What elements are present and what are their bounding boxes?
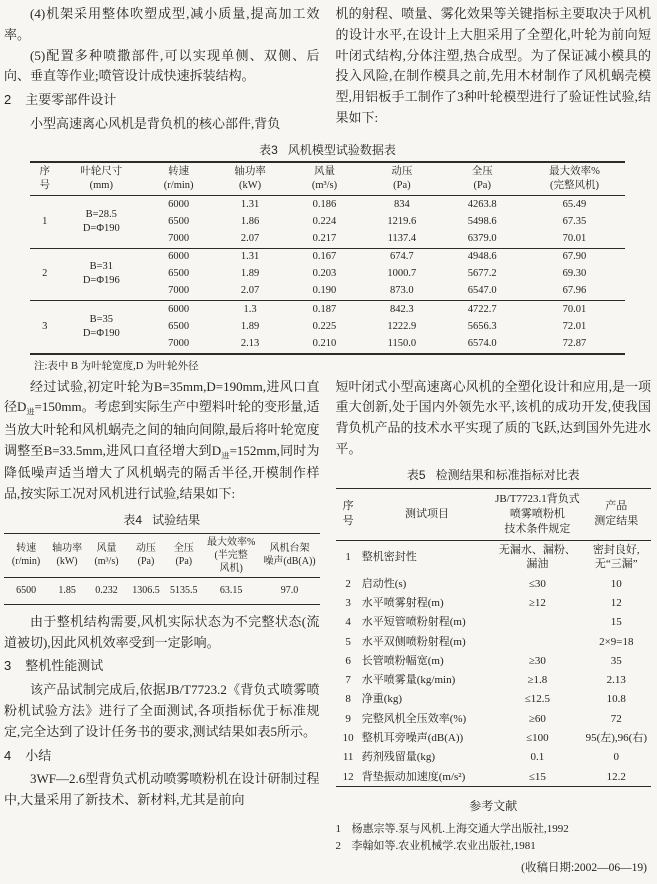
section-number: 3 [4,658,12,674]
table-row [336,540,652,574]
paragraph-continuation: 机的射程、喷量、雾化效果等关键指标主要取决于风机的设计水平,在设计上大胆采用了全塑化,叶轮为前向短叶闭式结构,分体注塑,热合成型。为了保证减小模具的投入风险,在制作模具之前,先用木材制作了风机蜗壳模型,用铝板手工制作了3种叶轮模型进行了验证性试验,结果如下: [335,6,651,125]
reference-text: 杨惠宗等.泵与风机.上海交通大学出版社,1992 [351,822,569,835]
section-title: 主要零部件设计 [25,92,117,108]
data-cell: 1137.4 [387,232,417,244]
data-cell: 5 [345,635,351,648]
data-cell: 1219.6 [387,215,417,227]
data-cell: 63.15 [219,584,243,596]
paragraph-incomplete-state: 由于整机结构需要,风机实际状态为不完整状态(流道被切),因此风机效率受到一定影响。 [4,613,320,650]
data-cell: 6000 [143,248,214,266]
data-cell: 6000 [143,301,214,319]
header-cell: 序 号 [30,162,60,196]
data-cell: 67.96 [562,285,587,297]
data-cell: 2.07 [240,285,260,297]
data-cell: 9 [345,712,351,725]
reference-text: 李翰如等.农业机械学.农业出版社,1981 [351,839,536,852]
data-cell: 6500 [168,320,190,332]
data-cell: 5135.5 [170,584,198,596]
reference-number: 1 [335,822,341,835]
group-no-cell: 1 [42,215,48,227]
header-cell: 全压 (Pa) [165,533,203,577]
data-cell: 10.8 [606,693,626,706]
data-cell: 6500 [168,268,190,280]
data-cell: ≥12 [528,596,546,609]
data-cell: ≤100 [526,732,549,745]
table5-label: 表5 [406,467,426,482]
data-cell: 2.07 [240,232,260,244]
text-run: 经过试验,初定叶轮为B=35mm,D=190mm,进风口直径D [4,378,320,415]
bottom-section [4,377,651,877]
table-row [4,577,320,604]
data-cell: ≥60 [528,712,546,725]
data-cell: 净重(kg) [361,693,403,706]
data-cell: 873.0 [390,285,414,297]
header-cell: 风量 (m³/s) [286,162,363,196]
table-row [336,593,652,612]
data-cell: 4 [345,616,351,629]
data-cell: 2.13 [240,338,260,349]
references-block [336,797,652,877]
data-cell: ≤15 [528,770,546,783]
table3 [30,161,625,355]
data-cell: 0.224 [312,215,337,227]
header-cell: 最大效率% (半完整 风机) [203,533,260,577]
header-cell: 动压 (Pa) [127,533,165,577]
table3-header-row [30,162,625,196]
paragraph-item4: (4)机架采用整体吹塑成型,减小质量,提高加工效率。 [4,6,320,42]
section-heading-4 [4,746,320,767]
table-row [336,709,652,728]
data-cell: ≤30 [528,577,546,590]
section-number: 4 [4,747,12,763]
data-cell: 5498.6 [467,215,497,227]
paragraph-item5: (5)配置多种喷撒部件,可以实现单侧、双侧、后向、垂直等作业;喷管设计成快速拆装结构。 [4,47,320,84]
data-cell: 7 [345,674,351,687]
data-cell: 密封良好,无“三漏” [592,544,640,571]
data-cell: 67.35 [562,215,587,227]
right-column-top [336,4,652,135]
reference-number: 2 [335,839,341,852]
data-cell: 12.2 [606,770,626,783]
table-row [336,767,652,787]
data-cell: 70.01 [524,301,625,319]
data-cell: 背垫振动加速度(m/s²) [361,770,466,783]
table3-label: 表3 [259,142,278,157]
data-cell: 12 [610,596,622,609]
data-cell: 7000 [168,338,190,349]
data-cell: 72.01 [562,320,587,332]
data-cell: 整机耳旁噪声(dB(A)) [361,732,464,745]
group-dim-cell: B=35 D=Φ190 [60,301,143,354]
group-dim-cell: B=31 D=Φ196 [60,248,143,301]
data-cell: 7000 [168,232,190,244]
table-row [336,690,652,709]
data-cell: 834 [393,198,410,210]
data-cell: ≤12.5 [524,693,551,706]
data-cell: 水平喷雾射程(m) [361,596,444,609]
data-cell: 95(左),96(右) [585,732,647,745]
references-heading: 参考文献 [469,799,518,814]
data-cell: 15 [610,616,622,629]
paragraph-test-adjust [4,377,320,505]
header-cell: 产品 测定结果 [582,489,651,541]
data-cell: 35 [610,654,622,667]
data-cell: 1 [345,551,351,564]
paragraph-core-intro: 小型高速离心风机是背负机的核心部件,背负 [30,115,281,131]
data-cell: 0.167 [286,248,363,266]
table-row [336,651,652,670]
data-cell: 72 [610,712,622,725]
data-cell: 整机密封性 [361,551,417,564]
data-cell: 10 [342,732,354,745]
table-row [336,748,652,767]
data-cell: 7000 [168,285,190,297]
data-cell: 0 [613,751,620,764]
data-cell: 10 [610,577,622,590]
group-no-cell: 2 [30,248,60,301]
paragraph-standard-test: 该产品试制完成后,依据JB/T7723.2《背负式喷雾喷粉机试验方法》进行了全面测试,各项指标优于标准规定,完全达到了设计任务书的要求,测试结果如表5所示。 [4,682,320,739]
data-cell: 5656.3 [467,320,497,332]
header-cell: 最大效率% (完整风机) [524,162,625,196]
table-row [30,301,625,319]
data-cell: 69.30 [562,268,587,280]
table3-caption: 风机模型试验数据表 [287,142,396,157]
data-cell: 11 [342,751,354,764]
table-row [336,574,652,593]
table4-caption: 试验结果 [152,512,201,527]
text-run: =150mm。考虑到实际生产中塑料叶轮的变形量,适当放大叶轮和风机蜗壳之间的轴向间隙,最后将叶轮宽度调整至B=33.5mm,进风口直径增大到D [4,399,320,458]
section-heading-3 [4,656,320,677]
data-cell: 72.87 [562,338,587,349]
data-cell: 12 [342,770,354,783]
data-cell [493,613,581,632]
data-cell: 70.01 [562,232,587,244]
data-cell: 2.13 [606,674,626,687]
data-cell: 1.31 [214,248,285,266]
group-dim-cell: B=28.5 D=Φ190 [82,208,120,234]
table3-note: 注:表中 B 为叶轮宽度,D 为叶轮外径 [34,360,199,372]
data-cell: 6500 [16,584,37,596]
data-cell: 1.3 [214,301,285,319]
table-row [30,196,625,214]
data-cell: 0.225 [312,320,337,332]
header-cell: 叶轮尺寸 (mm) [60,162,143,196]
data-cell: 6547.0 [467,285,497,297]
data-cell: 67.90 [524,248,625,266]
data-cell: 长管喷粉幅宽(m) [361,654,444,667]
section-title: 整机性能测试 [25,658,104,674]
header-cell: 转速 (r/min) [4,533,48,577]
header-cell: 测试项目 [361,489,494,541]
table4-header-row [4,533,320,577]
data-cell: 水平喷雾量(kg/min) [361,674,456,687]
group-no-cell: 3 [30,301,60,354]
data-cell [493,632,581,651]
data-cell: 水平短管喷粉射程(m) [361,616,466,629]
header-cell: JB/T7723.1背负式 喷雾喷粉机 技术条件规定 [493,489,581,541]
data-cell: 6 [345,654,351,667]
data-cell: 4722.7 [441,301,524,319]
data-cell: 0.190 [312,285,337,297]
table-row [336,632,652,651]
data-cell: 启动性(s) [361,577,407,590]
header-cell: 动压 (Pa) [363,162,440,196]
data-cell: 8 [345,693,351,706]
reference-item [336,838,652,855]
data-cell: 0.217 [312,232,337,244]
subscript: 进 [26,408,35,418]
table5 [336,488,652,787]
data-cell: 1.86 [240,215,260,227]
received-date: (收稿日期:2002—06—19) [521,861,647,874]
table4 [4,533,320,605]
data-cell: 1.89 [240,268,260,280]
table5-header-row [336,489,652,541]
data-cell: 97.0 [280,584,299,596]
table-row [30,248,625,266]
data-cell: 6500 [168,215,190,227]
data-cell: 5677.2 [467,268,497,280]
data-cell: 4263.8 [467,198,497,210]
data-cell: 1222.9 [387,320,417,332]
top-section [4,4,651,135]
right-column-bottom [336,377,652,877]
data-cell: 1.31 [240,198,260,210]
header-cell: 转速 (r/min) [143,162,214,196]
table-row [336,671,652,690]
data-cell: 6574.0 [467,338,497,349]
data-cell: 0.187 [286,301,363,319]
data-cell: 1.85 [58,584,76,596]
header-cell: 风机台架 噪声(dB(A)) [260,533,320,577]
table5-title [336,466,652,485]
data-cell: 0.232 [95,584,118,596]
data-cell: 842.3 [363,301,440,319]
table-row [336,613,652,632]
header-cell: 风量 (m³/s) [86,533,127,577]
data-cell: 3 [345,596,351,609]
header-cell: 序 号 [336,489,361,541]
data-cell: 2 [345,577,351,590]
subscript: 进 [221,451,230,461]
table4-title [4,511,320,530]
data-cell: 0.1 [530,751,545,764]
data-cell: 1.89 [240,320,260,332]
data-cell: 0.203 [312,268,337,280]
data-cell: 2×9=18 [599,635,634,648]
text-run: =152mm,同时为降低噪声适当增大了风机蜗壳的隔舌半径,开模制作样品,按实际工况对风机进行试验,结果如下: [4,442,320,501]
data-cell: 0.186 [312,198,337,210]
table-row [336,729,652,748]
header-cell: 轴功率 (kW) [214,162,285,196]
left-column-bottom [4,377,320,877]
table4-label: 表4 [123,512,143,527]
section-heading-2 [4,90,320,111]
data-cell: 完整风机全压效率(%) [361,712,467,725]
data-cell: 药剂残留量(kg) [361,751,436,764]
data-cell: ≥30 [528,654,546,667]
reference-item [336,821,652,838]
data-cell: 674.7 [363,248,440,266]
header-cell: 全压 (Pa) [441,162,524,196]
data-cell: 无漏水、漏粉、漏油 [498,544,576,571]
section-title: 小结 [25,747,52,763]
data-cell: 水平双侧喷粉射程(m) [361,635,466,648]
table3-title [4,141,651,158]
data-cell: 4948.6 [441,248,524,266]
paragraph-innovation: 短叶闭式小型高速离心风机的全塑化设计和应用,是一项重大创新,处于国内外领先水平,该机的成功开发,使我国背负机产品的技术水平实现了质的飞跃,达到国外先进水平。 [335,378,651,457]
section-number: 2 [4,92,12,108]
data-cell: 6379.0 [467,232,497,244]
table5-caption: 检测结果和标准指标对比表 [435,467,580,482]
header-cell: 轴功率 (kW) [48,533,86,577]
data-cell: 6000 [168,198,190,210]
data-cell: 0.210 [312,338,337,349]
data-cell: 1000.7 [387,268,417,280]
data-cell: 65.49 [562,198,587,210]
data-cell: 1306.5 [132,584,160,596]
left-column-top [4,4,320,135]
data-cell: ≥1.8 [527,674,548,687]
paragraph-summary: 3WF—2.6型背负式机动喷雾喷粉机在设计研制过程中,大量采用了新技术、新材料,尤其是前向 [4,771,320,808]
data-cell: 1150.0 [387,338,417,349]
